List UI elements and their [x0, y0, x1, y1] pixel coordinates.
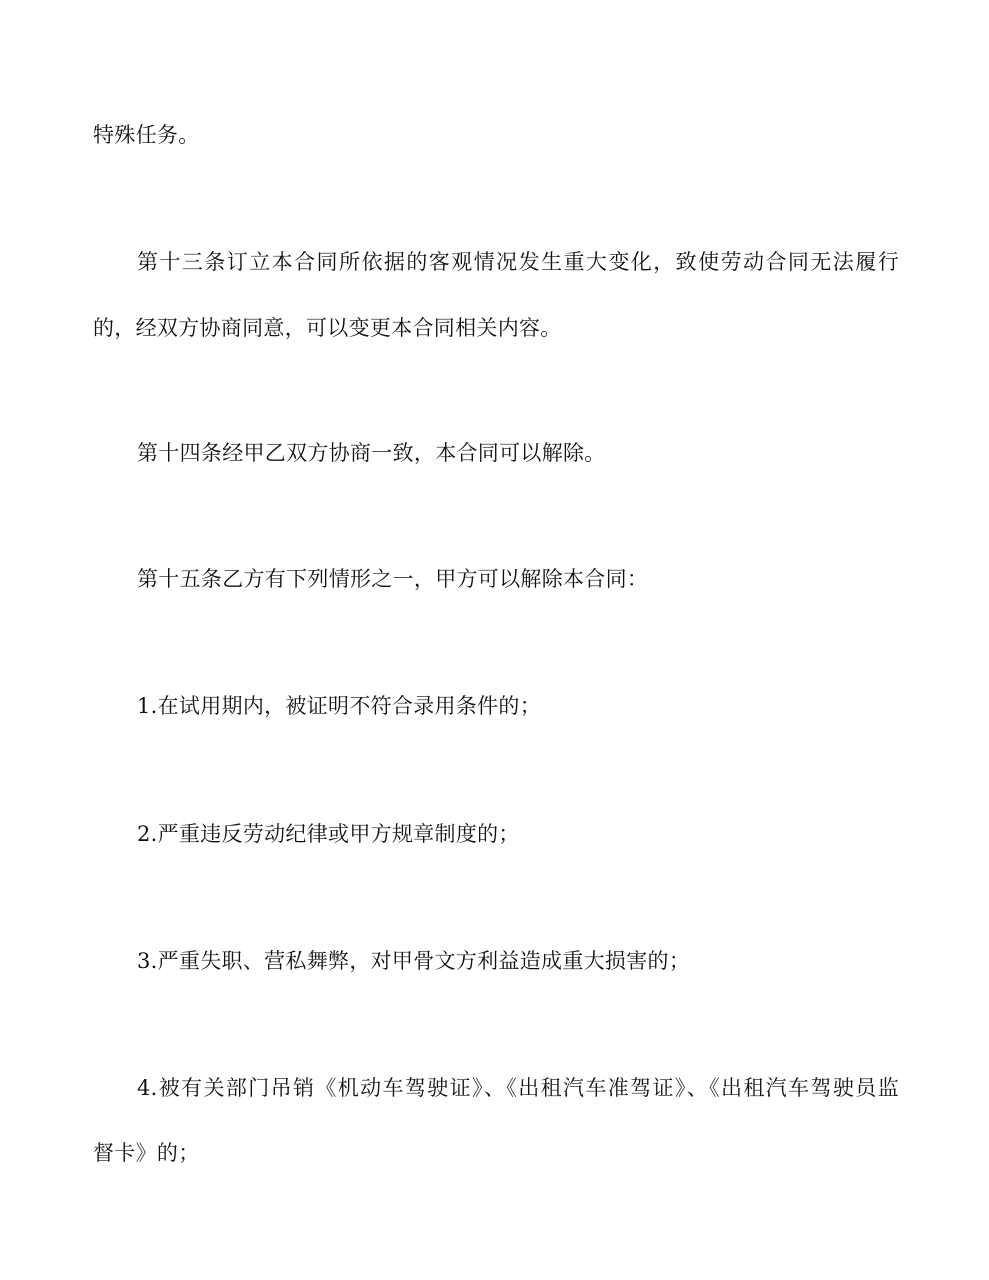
list-item-4-line-1: 4.被有关部门吊销《机动车驾驶证》、《出租汽车准驾证》、《出租汽车驾驶员监 — [137, 1076, 899, 1100]
list-item-3: 3.严重失职、营私舞弊，对甲骨文方利益造成重大损害的； — [137, 949, 691, 973]
article-14: 第十四条经甲乙双方协商一致，本合同可以解除。 — [137, 441, 606, 465]
list-item-4-line-2: 督卡》的； — [93, 1141, 200, 1165]
paragraph-continuation: 特殊任务。 — [93, 123, 200, 147]
article-13-line-1: 第十三条订立本合同所依据的客观情况发生重大变化，致使劳动合同无法履行 — [137, 250, 899, 274]
list-item-2: 2.严重违反劳动纪律或甲方规章制度的； — [137, 822, 520, 846]
article-15: 第十五条乙方有下列情形之一，甲方可以解除本合同： — [137, 567, 649, 591]
article-13-line-2: 的，经双方协商同意，可以变更本合同相关内容。 — [93, 316, 562, 340]
list-item-1: 1.在试用期内，被证明不符合录用条件的； — [137, 694, 542, 718]
